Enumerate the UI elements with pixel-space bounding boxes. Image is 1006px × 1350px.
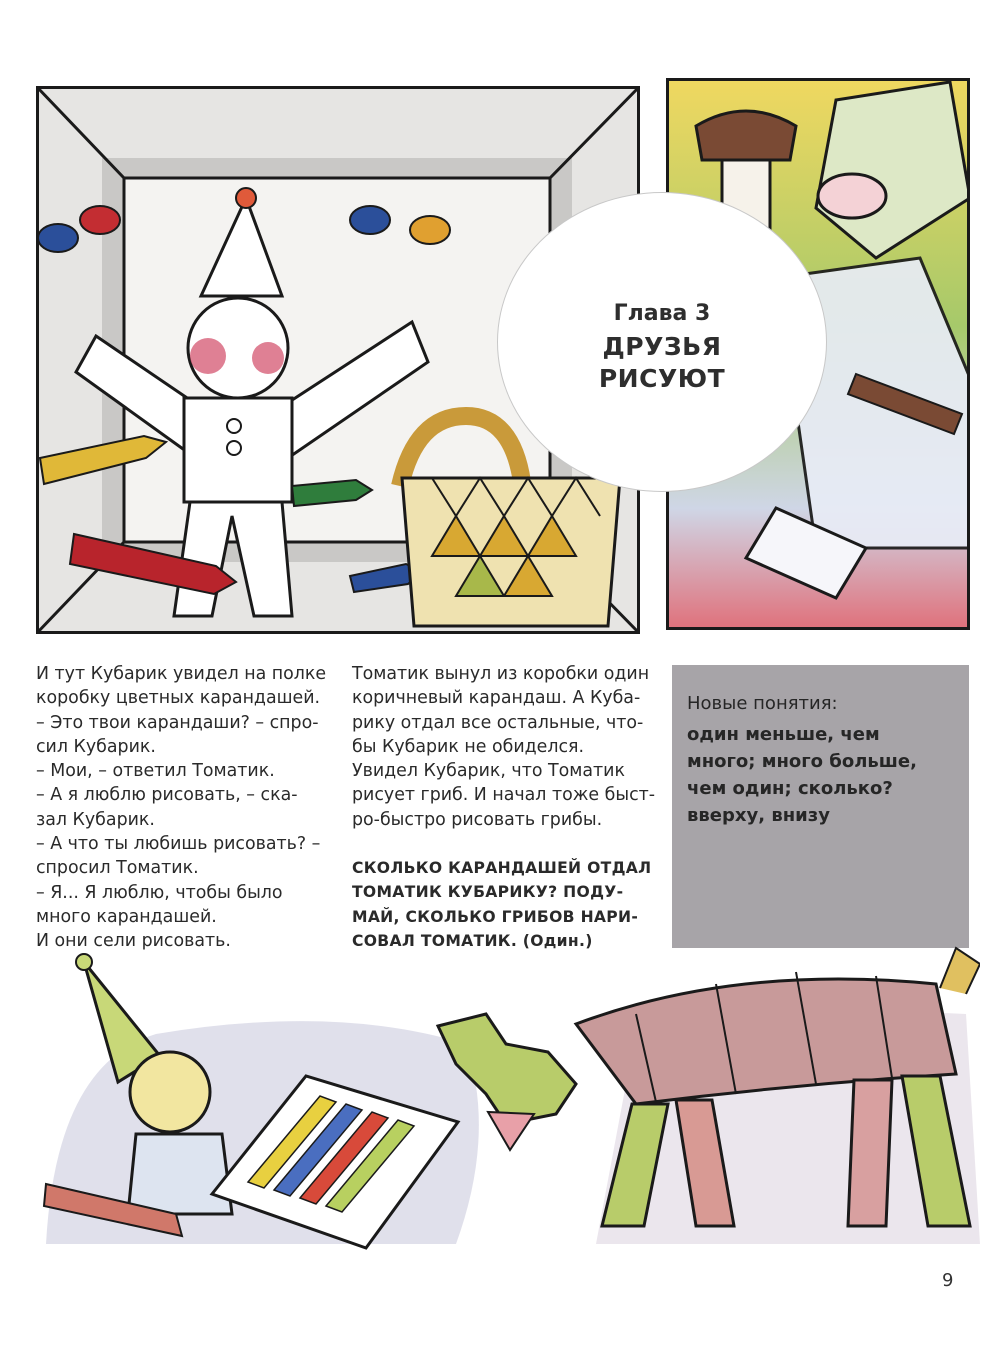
story-column-1 — [36, 662, 326, 954]
new-concepts-list — [687, 721, 917, 829]
new-concepts-box — [672, 665, 969, 948]
chapter-title-line: РИСУЮТ — [598, 364, 726, 393]
question-line: СОВАЛ ТОМАТИК. (Один.) — [352, 931, 593, 950]
story-line: бы Кубарик не обиделся. — [352, 736, 585, 757]
story-line: И они сели рисовать. — [36, 931, 231, 952]
chapter-title — [498, 331, 826, 395]
page-number: 9 — [942, 1270, 954, 1291]
story-line: коробку цветных карандашей. — [36, 688, 321, 709]
concept-item: один меньше, чем — [687, 724, 880, 745]
concept-item: вверху, внизу — [687, 805, 830, 826]
story-column-2 — [352, 662, 656, 953]
question-line: ТОМАТИК КУБАРИКУ? ПОДУ- — [352, 883, 624, 902]
concept-item: чем один; сколько? — [687, 778, 893, 799]
story-line: зал Кубарик. — [36, 809, 155, 830]
story-line: – А я люблю рисовать, – ска- — [36, 785, 298, 806]
chapter-heading-circle — [497, 192, 827, 492]
story-line: И тут Кубарик увидел на полке — [36, 664, 327, 684]
story-line: спросил Томатик. — [36, 858, 199, 879]
story-line: рисует гриб. И начал тоже быст- — [352, 785, 656, 806]
story-line: много карандашей. — [36, 906, 217, 927]
story-line: – Это твои карандаши? – спро- — [36, 712, 319, 733]
story-line: ро-быстро рисовать грибы. — [352, 809, 603, 830]
question-line: СКОЛЬКО КАРАНДАШЕЙ ОТДАЛ — [352, 859, 652, 878]
new-concepts-heading: Новые понятия: — [687, 693, 838, 714]
chapter-title-line: ДРУЗЬЯ — [602, 332, 722, 361]
question-line: МАЙ, СКОЛЬКО ГРИБОВ НАРИ- — [352, 907, 639, 926]
story-line: Томатик вынул из коробки один — [352, 664, 650, 684]
chapter-label: Глава 3 — [613, 301, 711, 326]
story-line: – А что ты любишь рисовать? – — [36, 834, 321, 855]
illustration-pencil-box-creature — [36, 944, 980, 1254]
story-line: рику отдал все остальные, что- — [352, 712, 644, 733]
story-line: сил Кубарик. — [36, 736, 156, 757]
story-line: – Мои, – ответил Томатик. — [36, 761, 275, 782]
story-line: – Я... Я люблю, чтобы было — [36, 882, 283, 903]
story-line: коричневый карандаш. А Куба- — [352, 688, 641, 709]
question-block — [352, 856, 652, 953]
story-line: Увидел Кубарик, что Томатик — [352, 761, 625, 782]
concept-item: много; много больше, — [687, 751, 917, 772]
